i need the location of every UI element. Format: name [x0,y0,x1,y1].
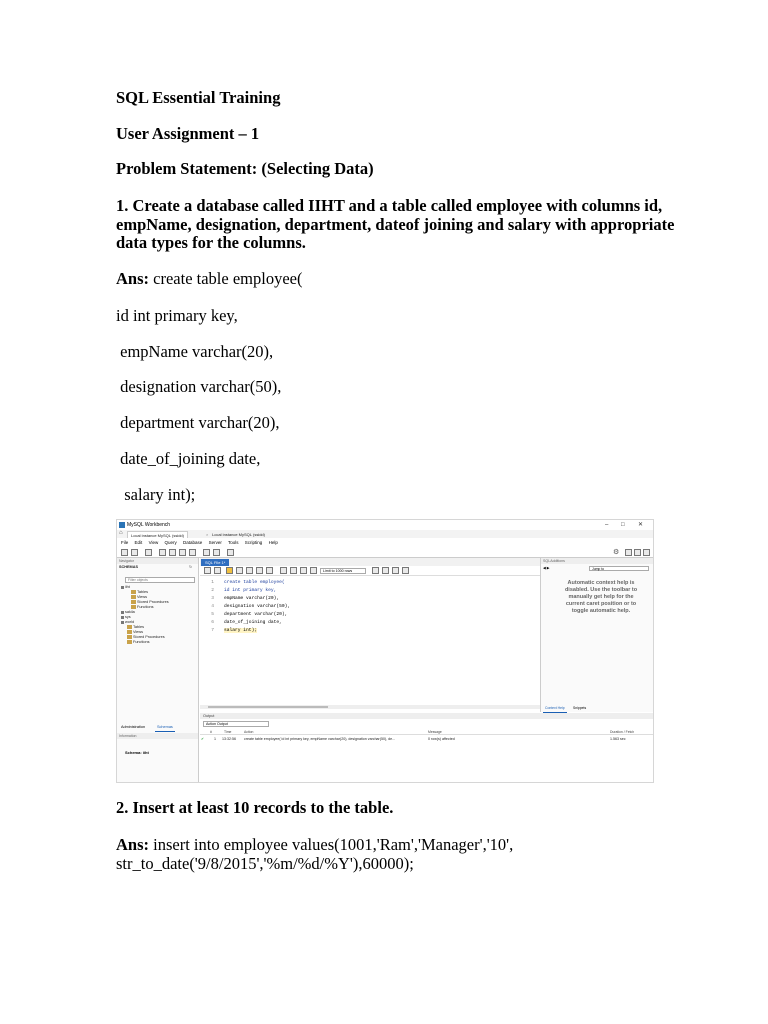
main-toolbar [117,547,653,558]
tree-item-sys[interactable]: sys [121,615,131,620]
reconnect-icon[interactable] [227,549,234,556]
explain-icon[interactable] [246,567,253,574]
create-procedure-icon[interactable] [189,549,196,556]
row-num: 1 [214,737,216,741]
problem-statement-title: Problem Statement: (Selecting Data) [116,159,374,178]
code-line: 6 date_of_joining date, [211,620,282,625]
find-icon[interactable] [382,567,389,574]
code-line: 5 department varchar(20), [211,612,288,617]
navigator-tabs [117,724,198,731]
answer-2-line-2: str_to_date('9/8/2015','%m/%d/%Y'),60000); [116,854,414,873]
row-duration: 1.563 sec [610,737,626,741]
tree-item-sakila[interactable]: sakila [121,610,135,615]
tree-item-world[interactable]: world [121,620,134,625]
success-check-icon: ✔ [201,737,205,741]
menu-scripting[interactable]: Scripting [244,540,263,545]
menu-tools[interactable]: Tools [228,540,239,545]
schemas-label: SCHEMAS [119,565,138,569]
menu-query[interactable]: Query [164,540,177,545]
menu-edit[interactable]: Edit [134,540,143,545]
code-line: 7 salary int); [211,628,258,633]
scrollbar-thumb[interactable] [208,706,328,708]
menu-server[interactable]: Server [208,540,222,545]
tab-snippets[interactable]: Snippets [573,706,587,710]
col-num: # [210,730,212,734]
answer-1-line-7: salary int); [116,485,196,504]
maximize-icon[interactable]: □ [621,522,625,528]
answer-1-code: create table employee( [153,269,303,288]
right-panel-tabs [541,705,653,712]
answer-1-line-4: designation varchar(50), [116,377,282,396]
row-action: create table employee( id int primary key, empName varchar(20), designation varchar(50), de... [244,737,396,741]
tree-item-stored-procedures[interactable]: Stored Procedures [131,600,169,605]
tree-item-world-procedures[interactable]: Stored Procedures [127,635,165,640]
menu-view[interactable]: View [148,540,159,545]
answer-2-code: insert into employee values(1001,'Ram','Manager','10', [153,835,514,854]
stop-on-error-icon[interactable] [310,567,317,574]
doc-title: SQL Essential Training [116,88,281,107]
answer-1-line-2: id int primary key, [116,306,238,325]
connection-tab-1[interactable]: Local instance MySQL (ssidd) [127,531,188,538]
beautify-icon[interactable] [372,567,379,574]
menu-bar [117,538,653,547]
layout-toggle-3-icon[interactable] [643,549,650,556]
tree-item-world-tables[interactable]: Tables [127,625,144,630]
connection-tabs [117,530,653,538]
rollback-icon[interactable] [290,567,297,574]
code-line: 1 create table employee( [211,580,285,585]
answer-1-line-6: date_of_joining date, [116,449,261,468]
settings-gear-icon[interactable]: ⚙ [613,549,620,556]
minimize-icon[interactable]: – [605,522,609,528]
back-icon[interactable]: ◀ [543,566,546,570]
inspector-icon[interactable] [145,549,152,556]
editor-scrollbar[interactable] [200,705,540,709]
tree-item-tables[interactable]: Tables [131,590,148,595]
tree-item-iiht[interactable]: iiht [121,585,130,590]
col-action: Action [244,730,254,734]
tree-item-world-views[interactable]: Views [127,630,143,635]
menu-help[interactable]: Help [268,540,278,545]
connection-tab-2[interactable]: Local instance MySQL (ssidd) [212,532,265,537]
tree-item-functions[interactable]: Functions [131,605,153,610]
layout-toggle-2-icon[interactable] [634,549,641,556]
sql-file-tab[interactable]: SQL File 1* [201,559,229,566]
information-header: Information [117,733,198,739]
question-1: 1. Create a database called IIHT and a table called employee with columns id, empName, designation, department, dateof joining and salary with appropriate data types for the columns. [116,196,675,252]
execute-current-icon[interactable] [236,567,243,574]
close-icon[interactable]: ✕ [638,522,644,528]
answer-1-line-1 [116,269,302,288]
col-message: Message [428,730,442,734]
create-function-icon[interactable] [203,549,210,556]
invisible-chars-icon[interactable] [392,567,399,574]
code-line: 3 empName varchar(20), [211,596,280,601]
create-schema-icon[interactable] [159,549,166,556]
row-time: 13:32:56 [222,737,236,741]
sql-additions-header: SQLAdditions [541,558,653,564]
answer-label: Ans: [116,269,150,288]
output-type-select[interactable]: Action Output [203,721,269,727]
commit-icon[interactable] [280,567,287,574]
mysql-app-icon [119,522,125,528]
wrap-icon[interactable] [402,567,409,574]
editor-tabs [200,558,540,566]
sql-editor[interactable] [200,577,540,705]
schema-info: Schema: iiht [125,750,149,755]
open-file-icon[interactable] [204,567,211,574]
tree-item-views[interactable]: Views [131,595,147,600]
output-row[interactable] [200,736,653,743]
assignment-title: User Assignment – 1 [116,124,260,143]
menu-database[interactable]: Database [183,540,203,545]
col-duration: Duration / Fetch [610,730,635,734]
answer-2-line-1 [116,835,513,854]
jump-to-select[interactable]: Jump to [589,566,649,571]
answer-label: Ans: [116,835,150,854]
row-message: 0 row(s) affected [428,737,455,741]
question-2: 2. Insert at least 10 records to the table. [116,798,394,817]
new-sql-tab-icon[interactable] [121,549,128,556]
schemas-refresh-icon[interactable]: ↻ [189,565,193,569]
limit-rows-select[interactable]: Limit to 1000 rows [320,568,366,574]
navigator-header: Navigator [117,558,198,564]
close-tab-icon[interactable]: × [206,532,209,537]
execute-icon[interactable] [226,567,233,574]
tree-item-world-functions[interactable]: Functions [127,640,149,645]
answer-1-line-3: empName varchar(20), [116,342,274,361]
window-titlebar [117,520,653,530]
forward-icon[interactable]: ▶ [546,566,550,570]
toggle-continue-icon[interactable] [266,567,273,574]
output-columns [200,729,653,735]
layout-toggle-1-icon[interactable] [625,549,632,556]
answer-1-line-5: department varchar(20), [116,413,280,432]
save-icon[interactable] [214,567,221,574]
sql-additions-panel [540,558,653,712]
home-icon[interactable]: ⌂ [119,530,123,536]
context-help-text: Automatic context help is disabled. Use the toolbar to manually get help for the current caret position or to toggle automatic help. [564,580,638,614]
search-table-icon[interactable] [213,549,220,556]
editor-toolbar [200,566,540,576]
workbench-screenshot [116,519,654,783]
code-line: 2 id int primary key, [211,588,277,593]
tab-context-help[interactable]: Context Help [543,705,567,713]
app-title: MySQL Workbench [127,522,171,528]
code-line: 4 designation varchar(50), [211,604,291,609]
help-nav [543,565,652,572]
create-table-icon[interactable] [169,549,176,556]
create-view-icon[interactable] [179,549,186,556]
tab-administration[interactable]: Administration [121,725,146,729]
open-sql-script-icon[interactable] [131,549,138,556]
menu-file[interactable]: File [121,540,129,545]
output-header: Output [200,713,653,719]
autocommit-icon[interactable] [300,567,307,574]
col-time: Time [224,730,232,734]
navigator-panel [117,558,199,782]
tab-schemas[interactable]: Schemas [155,724,175,732]
stop-icon[interactable] [256,567,263,574]
filter-objects-input[interactable]: Filter objects [125,577,195,583]
